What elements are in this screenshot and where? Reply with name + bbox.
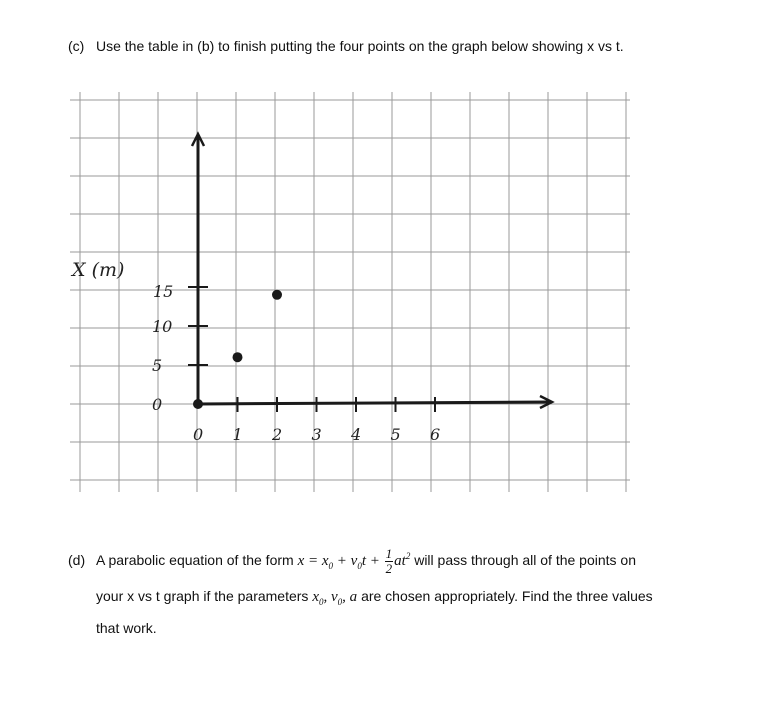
question-c-label: (c) xyxy=(68,38,85,54)
data-point xyxy=(193,399,203,409)
parabola-equation: $x = x_0 + v_0t$ + $\frac{1}{2}$ $at^2$ xyxy=(297,546,411,577)
data-points xyxy=(193,290,282,409)
x-tick-label: 6 xyxy=(430,425,441,444)
x-tick-label: 4 xyxy=(351,425,362,444)
question-c-text: Use the table in (b) to finish putting the four points on the graph below showing x vs t. xyxy=(96,38,624,54)
x-tick-label: 1 xyxy=(232,425,243,444)
x-tick-label: 2 xyxy=(272,425,283,444)
question-d-text-after: will pass through all of the points on xyxy=(414,552,637,568)
x-axis xyxy=(198,402,550,404)
x-tick-label: 5 xyxy=(390,425,401,444)
y-tick-label: 5 xyxy=(152,356,163,375)
x-tick-label: 0 xyxy=(193,425,204,444)
question-d-line2: your x vs t graph if the parameters $x_0$, $v_0$, a are chosen appropriately. Find the three values xyxy=(96,588,653,607)
question-d-label: (d) xyxy=(68,552,86,568)
question-d-text-before: A parabolic equation of the form xyxy=(96,552,294,568)
x-tick-label: 3 xyxy=(311,425,322,444)
y-tick-label: 0 xyxy=(152,395,163,414)
y-tick-labels xyxy=(152,282,173,414)
parameters: $x_0$, $v_0$, a xyxy=(312,589,358,607)
data-point xyxy=(233,352,243,362)
xt-graph xyxy=(70,92,630,492)
y-axis-label: X (m) xyxy=(72,259,125,281)
question-d-line3: that work. xyxy=(96,620,157,636)
axis-ticks xyxy=(188,287,435,412)
question-c xyxy=(68,38,624,54)
y-tick-label: 15 xyxy=(153,282,174,301)
data-point xyxy=(272,290,282,300)
y-tick-label: 10 xyxy=(152,317,173,336)
x-tick-labels xyxy=(193,425,440,444)
question-d xyxy=(68,541,653,643)
